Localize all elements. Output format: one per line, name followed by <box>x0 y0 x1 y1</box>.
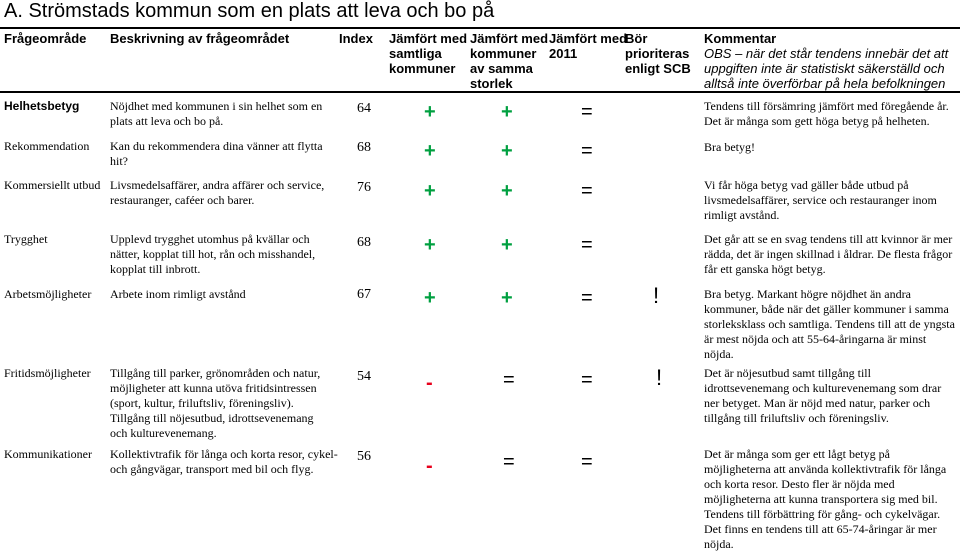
row-description: Nöjdhet med kommunen i sin helhet som en plats att leva och bo på. <box>110 99 323 128</box>
row-vs-2011: = <box>581 287 593 309</box>
row-vs-size: = <box>503 451 515 473</box>
row-description: Arbete inom rimligt avstånd <box>110 287 246 301</box>
row-vs-size: + <box>501 140 513 162</box>
row-vs-all: + <box>424 180 436 202</box>
row-area: Kommersiellt utbud <box>4 178 101 192</box>
header-comment: Kommentar <box>704 31 777 46</box>
row-index: 56 <box>357 449 371 464</box>
row-area: Kommunikationer <box>4 447 92 461</box>
header-comment-note: OBS – när det står tendens innebär det att uppgiften inte är statistiskt säkerställd och alltså inte överförbar på hela befolkningen <box>704 46 949 91</box>
page-title: A. Strömstads kommun som en plats att leva och bo på <box>4 0 495 22</box>
row-vs-all: - <box>426 372 433 394</box>
header-vs-all: Jämfört med samtliga kommuner <box>389 31 468 76</box>
row-area: Trygghet <box>4 232 48 246</box>
row-vs-all: + <box>424 140 436 162</box>
row-description: Livsmedelsaffärer, andra affärer och service, restauranger, caféer och barer. <box>110 178 325 207</box>
row-vs-size: + <box>501 234 513 256</box>
row-priority: ! <box>653 283 660 308</box>
row-index: 68 <box>357 140 371 155</box>
row-vs-2011: = <box>581 180 593 202</box>
row-description: Tillgång till parker, grönområden och natur, möjligheter att kunna utöva fritidsintressen (sport, kultur, friluftsliv, föreningsliv). Tillgång till nöjesutbud, idrottsevenemang och kulturevenemang. <box>110 366 321 440</box>
header-bottom-rule <box>0 91 960 93</box>
header-index: Index <box>339 31 373 46</box>
header-priority: Bör prioriteras enligt SCB <box>625 31 691 76</box>
header-top-rule <box>0 27 960 29</box>
row-priority: ! <box>656 365 663 390</box>
row-description: Upplevd trygghet utomhus på kvällar och nätter, kopplat till hot, rån och misshandel, kopplat till inbrott. <box>110 232 316 276</box>
header-vs-size: Jämfört med kommuner av samma storlek <box>470 31 549 91</box>
row-vs-size: + <box>501 101 513 123</box>
row-comment: Det är många som ger ett lågt betyg på möjligheterna att använda kollektivtrafik för långa och korta resor. Desto fler är nöjda med möjligheterna att kunna transportera sig med bil. Tendens till förbättring för gång- och cykelvägar. Det finns en tendens till att 65-74-åringar är mer nöjda. <box>704 447 947 551</box>
row-comment: Det går att se en svag tendens till att kvinnor är mer rädda, det är ingen skillnad i åldrar. De flesta frågor får ett ganska högt betyg. <box>704 232 953 276</box>
row-vs-all: + <box>424 287 436 309</box>
row-index: 54 <box>357 369 371 384</box>
header-vs-2011: Jämfört med 2011 <box>549 31 628 61</box>
row-comment: Vi får höga betyg vad gäller både utbud på livsmedelsaffärer, service och restauranger inom rimligt avstånd. <box>704 178 937 222</box>
row-vs-2011: = <box>581 101 593 123</box>
row-description: Kan du rekommendera dina vänner att flytta hit? <box>110 139 323 168</box>
row-area: Helhetsbetyg <box>4 99 80 113</box>
header-description: Beskrivning av frågeområdet <box>110 31 290 46</box>
row-comment: Tendens till försämring jämfört med föregående år. Det är många som gett höga betyg på helheten. <box>704 99 949 128</box>
row-vs-2011: = <box>581 234 593 256</box>
row-description: Kollektivtrafik för långa och korta resor, cykel- och gångvägar, transport med bil och flyg. <box>110 447 338 476</box>
header-area: Frågeområde <box>4 31 87 46</box>
row-vs-all: + <box>424 234 436 256</box>
row-vs-2011: = <box>581 451 593 473</box>
row-area: Arbetsmöjligheter <box>4 287 92 301</box>
row-comment: Bra betyg. Markant högre nöjdhet än andra kommuner, både när det gäller kommuner i samma storleksklass och samtliga. Tendens till att de yngsta är mest nöjda och att 55-64-åringarna är minst nöjda. <box>704 287 955 361</box>
row-vs-size: + <box>501 287 513 309</box>
row-vs-all: - <box>426 455 433 477</box>
row-area: Rekommendation <box>4 139 90 153</box>
row-vs-size: = <box>503 369 515 391</box>
row-index: 76 <box>357 180 371 195</box>
row-vs-2011: = <box>581 369 593 391</box>
row-area: Fritidsmöjligheter <box>4 366 91 380</box>
row-vs-size: + <box>501 180 513 202</box>
row-index: 68 <box>357 235 371 250</box>
row-index: 64 <box>357 101 371 116</box>
row-vs-2011: = <box>581 140 593 162</box>
row-comment: Det är nöjesutbud samt tillgång till idrottsevenemang och kulturevenemang som drar ner betyget. Man är nöjd med natur, parker och tillgång till friluftsliv och föreningsliv. <box>704 366 942 425</box>
row-vs-all: + <box>424 101 436 123</box>
row-comment: Bra betyg! <box>704 140 755 154</box>
row-index: 67 <box>357 287 371 302</box>
